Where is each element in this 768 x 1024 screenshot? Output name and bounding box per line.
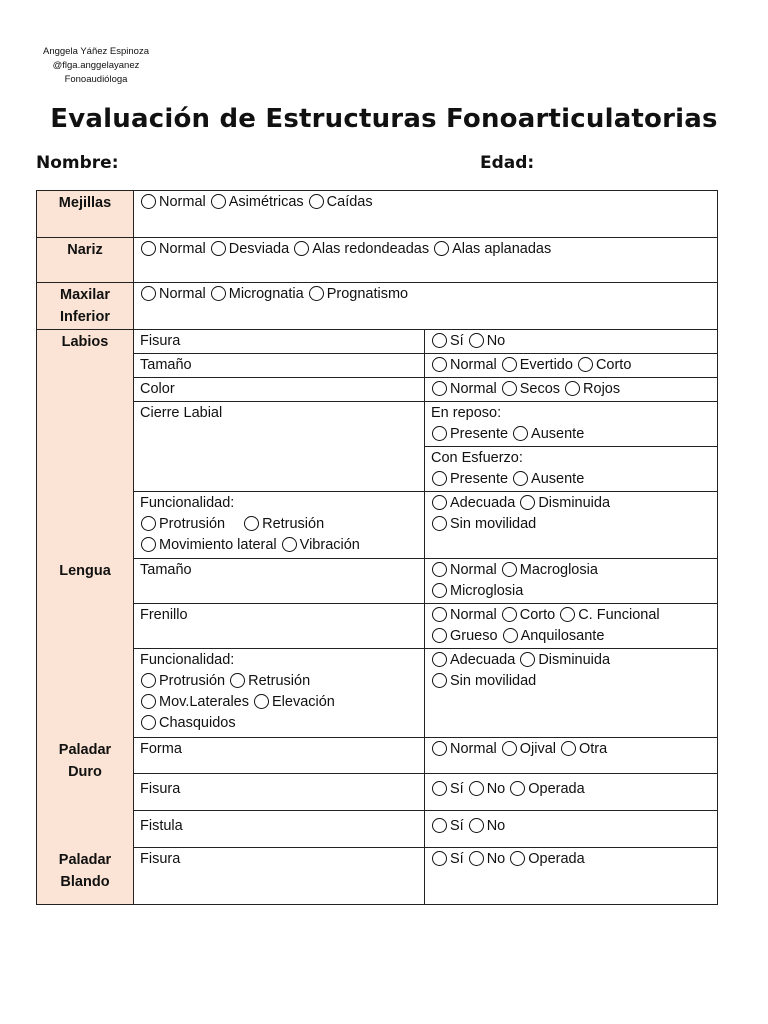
labios-reposo-option-label: Ausente bbox=[531, 426, 585, 442]
pd-fistula-option-label: Sí bbox=[450, 818, 464, 834]
radio-circle-icon[interactable] bbox=[141, 286, 156, 301]
author-handle: @flga.anggelayanez bbox=[52, 60, 140, 71]
lengua-func-cell bbox=[134, 649, 425, 738]
lengua-frenillo-1-option[interactable] bbox=[431, 607, 497, 623]
nombre-label: Nombre: bbox=[36, 153, 119, 173]
row-nariz bbox=[37, 238, 718, 283]
labios-fisura-option-label: Sí bbox=[450, 333, 464, 349]
radio-circle-icon[interactable] bbox=[432, 851, 447, 866]
pd-forma-option[interactable] bbox=[560, 741, 607, 757]
lengua-func-2-option[interactable] bbox=[140, 694, 249, 710]
labios-color-option[interactable] bbox=[431, 381, 497, 397]
labios-fisura-option[interactable] bbox=[431, 333, 464, 349]
section-nariz-label: Nariz bbox=[67, 242, 103, 258]
labios-color-label: Color bbox=[134, 378, 425, 402]
labios-reposo-cell bbox=[425, 402, 718, 447]
pb-fisura-option[interactable] bbox=[509, 851, 584, 867]
radio-circle-icon[interactable] bbox=[502, 607, 517, 622]
radio-circle-icon[interactable] bbox=[432, 495, 447, 510]
radio-circle-icon[interactable] bbox=[230, 673, 245, 688]
labios-esfuerzo-cell bbox=[425, 447, 718, 492]
labios-func-res-1-option-label: Disminuida bbox=[538, 495, 611, 511]
radio-circle-icon[interactable] bbox=[502, 381, 517, 396]
lengua-frenillo-options-1 bbox=[431, 605, 711, 626]
lengua-frenillo-2-option-label: Anquilosante bbox=[520, 628, 605, 644]
radio-circle-icon[interactable] bbox=[211, 241, 226, 256]
paladar-duro-forma-label: Forma bbox=[134, 738, 425, 774]
maxilar-option[interactable] bbox=[308, 286, 408, 302]
radio-circle-icon[interactable] bbox=[502, 357, 517, 372]
radio-circle-icon[interactable] bbox=[432, 516, 447, 531]
lengua-func-options-2 bbox=[140, 692, 418, 713]
paladar-duro-fistula-options bbox=[425, 811, 718, 848]
maxilar-option-label: Micrognatia bbox=[228, 286, 304, 302]
radio-circle-icon[interactable] bbox=[469, 818, 484, 833]
radio-circle-icon[interactable] bbox=[434, 241, 449, 256]
labios-func-res-2-option-label: Sin movilidad bbox=[450, 516, 537, 532]
pb-fisura-option[interactable] bbox=[468, 851, 506, 867]
pb-fisura-option[interactable] bbox=[431, 851, 464, 867]
lengua-tamano-1-option-label: Normal bbox=[450, 562, 497, 578]
lengua-frenillo-1-option-label: Normal bbox=[450, 607, 497, 623]
pd-fistula-option-label: No bbox=[486, 818, 506, 834]
nariz-option[interactable] bbox=[210, 241, 289, 257]
row-mejillas bbox=[37, 191, 718, 238]
labios-func-2-option[interactable] bbox=[140, 537, 277, 553]
radio-circle-icon[interactable] bbox=[432, 583, 447, 598]
radio-circle-icon[interactable] bbox=[211, 286, 226, 301]
lengua-tamano-2-option[interactable] bbox=[431, 583, 523, 599]
pd-fisura-option[interactable] bbox=[468, 781, 506, 797]
row-labios-reposo bbox=[37, 402, 718, 447]
edad-label: Edad: bbox=[480, 153, 535, 173]
lengua-func-1-option[interactable] bbox=[140, 673, 225, 689]
lengua-func-result-cell bbox=[425, 649, 718, 738]
nariz-option[interactable] bbox=[293, 241, 429, 257]
lengua-func-1-option-label: Protrusión bbox=[159, 673, 226, 689]
lengua-tamano-options-2 bbox=[431, 581, 711, 602]
section-paladar-duro-label-2: Duro bbox=[68, 763, 102, 780]
labios-func-result-2 bbox=[431, 514, 711, 535]
labios-func-1-option-label: Retrusión bbox=[262, 516, 325, 532]
lengua-frenillo-1-option-label: Corto bbox=[519, 607, 556, 623]
radio-circle-icon[interactable] bbox=[513, 426, 528, 441]
labios-tamano-option[interactable] bbox=[577, 357, 631, 373]
row-lengua-frenillo bbox=[37, 604, 718, 649]
mejillas-option[interactable] bbox=[140, 194, 206, 210]
radio-circle-icon[interactable] bbox=[141, 673, 156, 688]
radio-circle-icon[interactable] bbox=[432, 607, 447, 622]
paladar-blando-fisura-options bbox=[425, 848, 718, 905]
pd-fisura-option[interactable] bbox=[509, 781, 584, 797]
row-labios-color bbox=[37, 378, 718, 402]
labios-esfuerzo-option-label: Presente bbox=[450, 471, 509, 487]
nariz-options bbox=[134, 238, 718, 283]
pb-fisura-option-label: Sí bbox=[450, 851, 464, 867]
pd-fisura-option-label: No bbox=[486, 781, 506, 797]
lengua-func-res-1-option[interactable] bbox=[431, 652, 515, 668]
pd-forma-option-label: Otra bbox=[579, 741, 608, 757]
radio-circle-icon[interactable] bbox=[432, 357, 447, 372]
lengua-func-res-1-option[interactable] bbox=[519, 652, 610, 668]
radio-circle-icon[interactable] bbox=[502, 562, 517, 577]
maxilar-option-label: Prognatismo bbox=[326, 286, 409, 302]
radio-circle-icon[interactable] bbox=[520, 495, 535, 510]
radio-circle-icon[interactable] bbox=[513, 471, 528, 486]
lengua-tamano-1-option[interactable] bbox=[431, 562, 497, 578]
paladar-blando-fisura-label: Fisura bbox=[134, 848, 425, 905]
author-name: Anggela Yáñez Espinoza bbox=[43, 46, 149, 57]
labios-func-res-1-option[interactable] bbox=[519, 495, 610, 511]
labios-tamano-label: Tamaño bbox=[134, 354, 425, 378]
labios-tamano-option-label: Normal bbox=[450, 357, 497, 373]
section-labios bbox=[37, 330, 134, 559]
pd-fistula-option[interactable] bbox=[468, 818, 506, 834]
section-maxilar-label-2: Inferior bbox=[60, 309, 110, 325]
pd-fistula-option[interactable] bbox=[431, 818, 464, 834]
labios-color-option-label: Secos bbox=[519, 381, 561, 397]
lengua-func-2-option-label: Elevación bbox=[272, 694, 335, 710]
radio-circle-icon[interactable] bbox=[560, 607, 575, 622]
lengua-frenillo-1-option[interactable] bbox=[559, 607, 659, 623]
labios-func-2-option-label: Movimiento lateral bbox=[159, 537, 277, 553]
radio-circle-icon[interactable] bbox=[432, 381, 447, 396]
section-lengua bbox=[37, 559, 134, 738]
labios-func-label: Funcionalidad: bbox=[140, 495, 235, 511]
row-paladar-blando-fisura bbox=[37, 848, 718, 905]
labios-cierre-label: Cierre Labial bbox=[134, 402, 425, 492]
radio-circle-icon[interactable] bbox=[432, 741, 447, 756]
lengua-func-1-option-label: Retrusión bbox=[248, 673, 311, 689]
section-paladar-duro bbox=[37, 738, 134, 848]
mejillas-option[interactable] bbox=[308, 194, 373, 210]
lengua-func-2-option[interactable] bbox=[253, 694, 335, 710]
labios-func-1-option-label: Protrusión bbox=[159, 516, 226, 532]
radio-circle-icon[interactable] bbox=[565, 381, 580, 396]
labios-reposo-options bbox=[431, 424, 711, 445]
labios-fisura-label: Fisura bbox=[134, 330, 425, 354]
maxilar-option-label: Normal bbox=[159, 286, 206, 302]
maxilar-option[interactable] bbox=[140, 286, 206, 302]
lengua-func-3-option-label: Chasquidos bbox=[159, 715, 236, 731]
lengua-frenillo-2-option[interactable] bbox=[502, 628, 605, 644]
nariz-option-label: Alas aplanadas bbox=[452, 241, 552, 257]
maxilar-option[interactable] bbox=[210, 286, 304, 302]
radio-circle-icon[interactable] bbox=[432, 562, 447, 577]
radio-circle-icon[interactable] bbox=[469, 333, 484, 348]
labios-func-options-2 bbox=[140, 535, 418, 556]
radio-circle-icon[interactable] bbox=[578, 357, 593, 372]
row-labios-funcionalidad bbox=[37, 492, 718, 559]
evaluation-table bbox=[36, 190, 718, 905]
row-paladar-duro-forma bbox=[37, 738, 718, 774]
labios-tamano-option[interactable] bbox=[501, 357, 573, 373]
paladar-duro-forma-options bbox=[425, 738, 718, 774]
mejillas-options bbox=[134, 191, 718, 238]
labios-color-options bbox=[425, 378, 718, 402]
labios-color-option-label: Normal bbox=[450, 381, 497, 397]
labios-fisura-option[interactable] bbox=[468, 333, 506, 349]
pd-fisura-option-label: Operada bbox=[528, 781, 585, 797]
labios-tamano-option-label: Evertido bbox=[519, 357, 573, 373]
lengua-func-result-2 bbox=[431, 671, 711, 692]
radio-circle-icon[interactable] bbox=[141, 516, 156, 531]
lengua-func-options-3 bbox=[140, 713, 418, 734]
section-paladar-blando bbox=[37, 848, 134, 905]
lengua-func-result-1 bbox=[431, 650, 711, 671]
section-maxilar-inferior bbox=[37, 283, 134, 330]
lengua-frenillo-1-option-label: C. Funcional bbox=[578, 607, 660, 623]
nariz-option-label: Alas redondeadas bbox=[312, 241, 430, 257]
pd-fisura-option-label: Sí bbox=[450, 781, 464, 797]
lengua-func-res-1-option-label: Disminuida bbox=[538, 652, 611, 668]
section-mejillas-label: Mejillas bbox=[58, 195, 112, 211]
labios-reposo-option[interactable] bbox=[512, 426, 584, 442]
lengua-tamano-2-option-label: Microglosia bbox=[450, 583, 524, 599]
labios-esfuerzo-options bbox=[431, 469, 711, 490]
maxilar-options bbox=[134, 283, 718, 330]
lengua-tamano-label: Tamaño bbox=[134, 559, 425, 604]
radio-circle-icon[interactable] bbox=[503, 628, 518, 643]
lengua-frenillo-options-2 bbox=[431, 626, 711, 647]
radio-circle-icon[interactable] bbox=[469, 851, 484, 866]
radio-circle-icon[interactable] bbox=[211, 194, 226, 209]
labios-fisura-option-label: No bbox=[486, 333, 506, 349]
labios-esfuerzo-option[interactable] bbox=[512, 471, 584, 487]
radio-circle-icon[interactable] bbox=[141, 537, 156, 552]
section-paladar-blando-label-1: Paladar bbox=[58, 851, 112, 868]
radio-circle-icon[interactable] bbox=[432, 333, 447, 348]
mejillas-option[interactable] bbox=[210, 194, 304, 210]
labios-tamano-option-label: Corto bbox=[595, 357, 632, 373]
mejillas-option-label: Asimétricas bbox=[228, 194, 304, 210]
pd-fisura-option[interactable] bbox=[431, 781, 464, 797]
labios-func-res-1-option[interactable] bbox=[431, 495, 515, 511]
labios-fisura-options bbox=[425, 330, 718, 354]
lengua-frenillo-cell bbox=[425, 604, 718, 649]
radio-circle-icon[interactable] bbox=[561, 741, 576, 756]
labios-esfuerzo-option-label: Ausente bbox=[531, 471, 585, 487]
nariz-option[interactable] bbox=[433, 241, 551, 257]
section-mejillas bbox=[37, 191, 134, 238]
labios-func-options-1 bbox=[140, 514, 418, 535]
section-maxilar-label-1: Maxilar bbox=[60, 287, 110, 303]
labios-color-option-label: Rojos bbox=[583, 381, 621, 397]
labios-func-1-option[interactable] bbox=[243, 516, 324, 532]
paladar-duro-fisura-options bbox=[425, 774, 718, 811]
radio-circle-icon[interactable] bbox=[432, 471, 447, 486]
section-paladar-blando-label-2: Blando bbox=[60, 873, 110, 890]
labios-esfuerzo-option[interactable] bbox=[431, 471, 508, 487]
labios-func-cell bbox=[134, 492, 425, 559]
lengua-tamano-options-1 bbox=[431, 560, 711, 581]
labios-func-result-cell bbox=[425, 492, 718, 559]
paladar-duro-fistula-label: Fistula bbox=[134, 811, 425, 848]
radio-circle-icon[interactable] bbox=[309, 194, 324, 209]
pd-forma-option[interactable] bbox=[501, 741, 556, 757]
lengua-func-3-option[interactable] bbox=[140, 715, 236, 731]
section-paladar-duro-label-1: Paladar bbox=[58, 741, 112, 758]
radio-circle-icon[interactable] bbox=[294, 241, 309, 256]
author-profession: Fonoaudióloga bbox=[64, 74, 128, 85]
lengua-func-res-2-option-label: Sin movilidad bbox=[450, 673, 537, 689]
radio-circle-icon[interactable] bbox=[432, 628, 447, 643]
radio-circle-icon[interactable] bbox=[282, 537, 297, 552]
pd-forma-option-label: Normal bbox=[450, 741, 497, 757]
labios-func-2-option-label: Vibración bbox=[299, 537, 360, 553]
section-labios-label: Labios bbox=[61, 334, 109, 350]
radio-circle-icon[interactable] bbox=[141, 694, 156, 709]
labios-func-result-1 bbox=[431, 493, 711, 514]
labios-reposo-option[interactable] bbox=[431, 426, 508, 442]
lengua-tamano-1-option-label: Macroglosia bbox=[519, 562, 598, 578]
radio-circle-icon[interactable] bbox=[520, 652, 535, 667]
labios-reposo-option-label: Presente bbox=[450, 426, 509, 442]
labios-esfuerzo-label: Con Esfuerzo: bbox=[431, 450, 523, 466]
labios-func-res-1-option-label: Adecuada bbox=[450, 495, 516, 511]
radio-circle-icon[interactable] bbox=[432, 781, 447, 796]
radio-circle-icon[interactable] bbox=[309, 286, 324, 301]
radio-circle-icon[interactable] bbox=[502, 741, 517, 756]
pd-forma-option[interactable] bbox=[431, 741, 497, 757]
labios-color-option[interactable] bbox=[501, 381, 560, 397]
lengua-frenillo-1-option[interactable] bbox=[501, 607, 555, 623]
labios-func-res-2-option[interactable] bbox=[431, 516, 536, 532]
pb-fisura-option-label: No bbox=[486, 851, 506, 867]
mejillas-option-label: Normal bbox=[159, 194, 206, 210]
radio-circle-icon[interactable] bbox=[510, 851, 525, 866]
lengua-func-res-1-option-label: Adecuada bbox=[450, 652, 516, 668]
mejillas-option-label: Caídas bbox=[326, 194, 373, 210]
row-maxilar bbox=[37, 283, 718, 330]
labios-color-option[interactable] bbox=[564, 381, 620, 397]
radio-circle-icon[interactable] bbox=[141, 241, 156, 256]
lengua-func-2-option-label: Mov.Laterales bbox=[159, 694, 249, 710]
radio-circle-icon[interactable] bbox=[432, 818, 447, 833]
radio-circle-icon[interactable] bbox=[432, 673, 447, 688]
page-title: Evaluación de Estructuras Fonoarticulatorias bbox=[50, 104, 718, 134]
nariz-option[interactable] bbox=[140, 241, 206, 257]
radio-circle-icon[interactable] bbox=[141, 715, 156, 730]
labios-tamano-option[interactable] bbox=[431, 357, 497, 373]
radio-circle-icon[interactable] bbox=[141, 194, 156, 209]
labios-func-1-option[interactable] bbox=[140, 516, 225, 532]
pd-forma-option-label: Ojival bbox=[519, 741, 556, 757]
nariz-option-label: Normal bbox=[159, 241, 206, 257]
lengua-tamano-1-option[interactable] bbox=[501, 562, 598, 578]
section-nariz bbox=[37, 238, 134, 283]
row-lengua-funcionalidad bbox=[37, 649, 718, 738]
pb-fisura-option-label: Operada bbox=[528, 851, 585, 867]
row-lengua-tamano bbox=[37, 559, 718, 604]
section-lengua-label: Lengua bbox=[59, 562, 111, 579]
lengua-frenillo-2-option[interactable] bbox=[431, 628, 498, 644]
row-labios-fisura bbox=[37, 330, 718, 354]
author-block bbox=[36, 45, 156, 87]
radio-circle-icon[interactable] bbox=[469, 781, 484, 796]
radio-circle-icon[interactable] bbox=[432, 426, 447, 441]
row-paladar-duro-fistula bbox=[37, 811, 718, 848]
lengua-func-options-1 bbox=[140, 671, 418, 692]
lengua-frenillo-label: Frenillo bbox=[134, 604, 425, 649]
nariz-option-label: Desviada bbox=[228, 241, 290, 257]
labios-func-2-option[interactable] bbox=[281, 537, 360, 553]
labios-reposo-label: En reposo: bbox=[431, 405, 502, 421]
paladar-duro-fisura-label: Fisura bbox=[134, 774, 425, 811]
radio-circle-icon[interactable] bbox=[432, 652, 447, 667]
row-paladar-duro-fisura bbox=[37, 774, 718, 811]
labios-tamano-options bbox=[425, 354, 718, 378]
radio-circle-icon[interactable] bbox=[254, 694, 269, 709]
lengua-func-res-2-option[interactable] bbox=[431, 673, 536, 689]
row-labios-tamano bbox=[37, 354, 718, 378]
lengua-func-label: Funcionalidad: bbox=[140, 652, 235, 668]
lengua-tamano-cell bbox=[425, 559, 718, 604]
lengua-frenillo-2-option-label: Grueso bbox=[450, 628, 498, 644]
radio-circle-icon[interactable] bbox=[244, 516, 259, 531]
radio-circle-icon[interactable] bbox=[510, 781, 525, 796]
lengua-func-1-option[interactable] bbox=[229, 673, 310, 689]
